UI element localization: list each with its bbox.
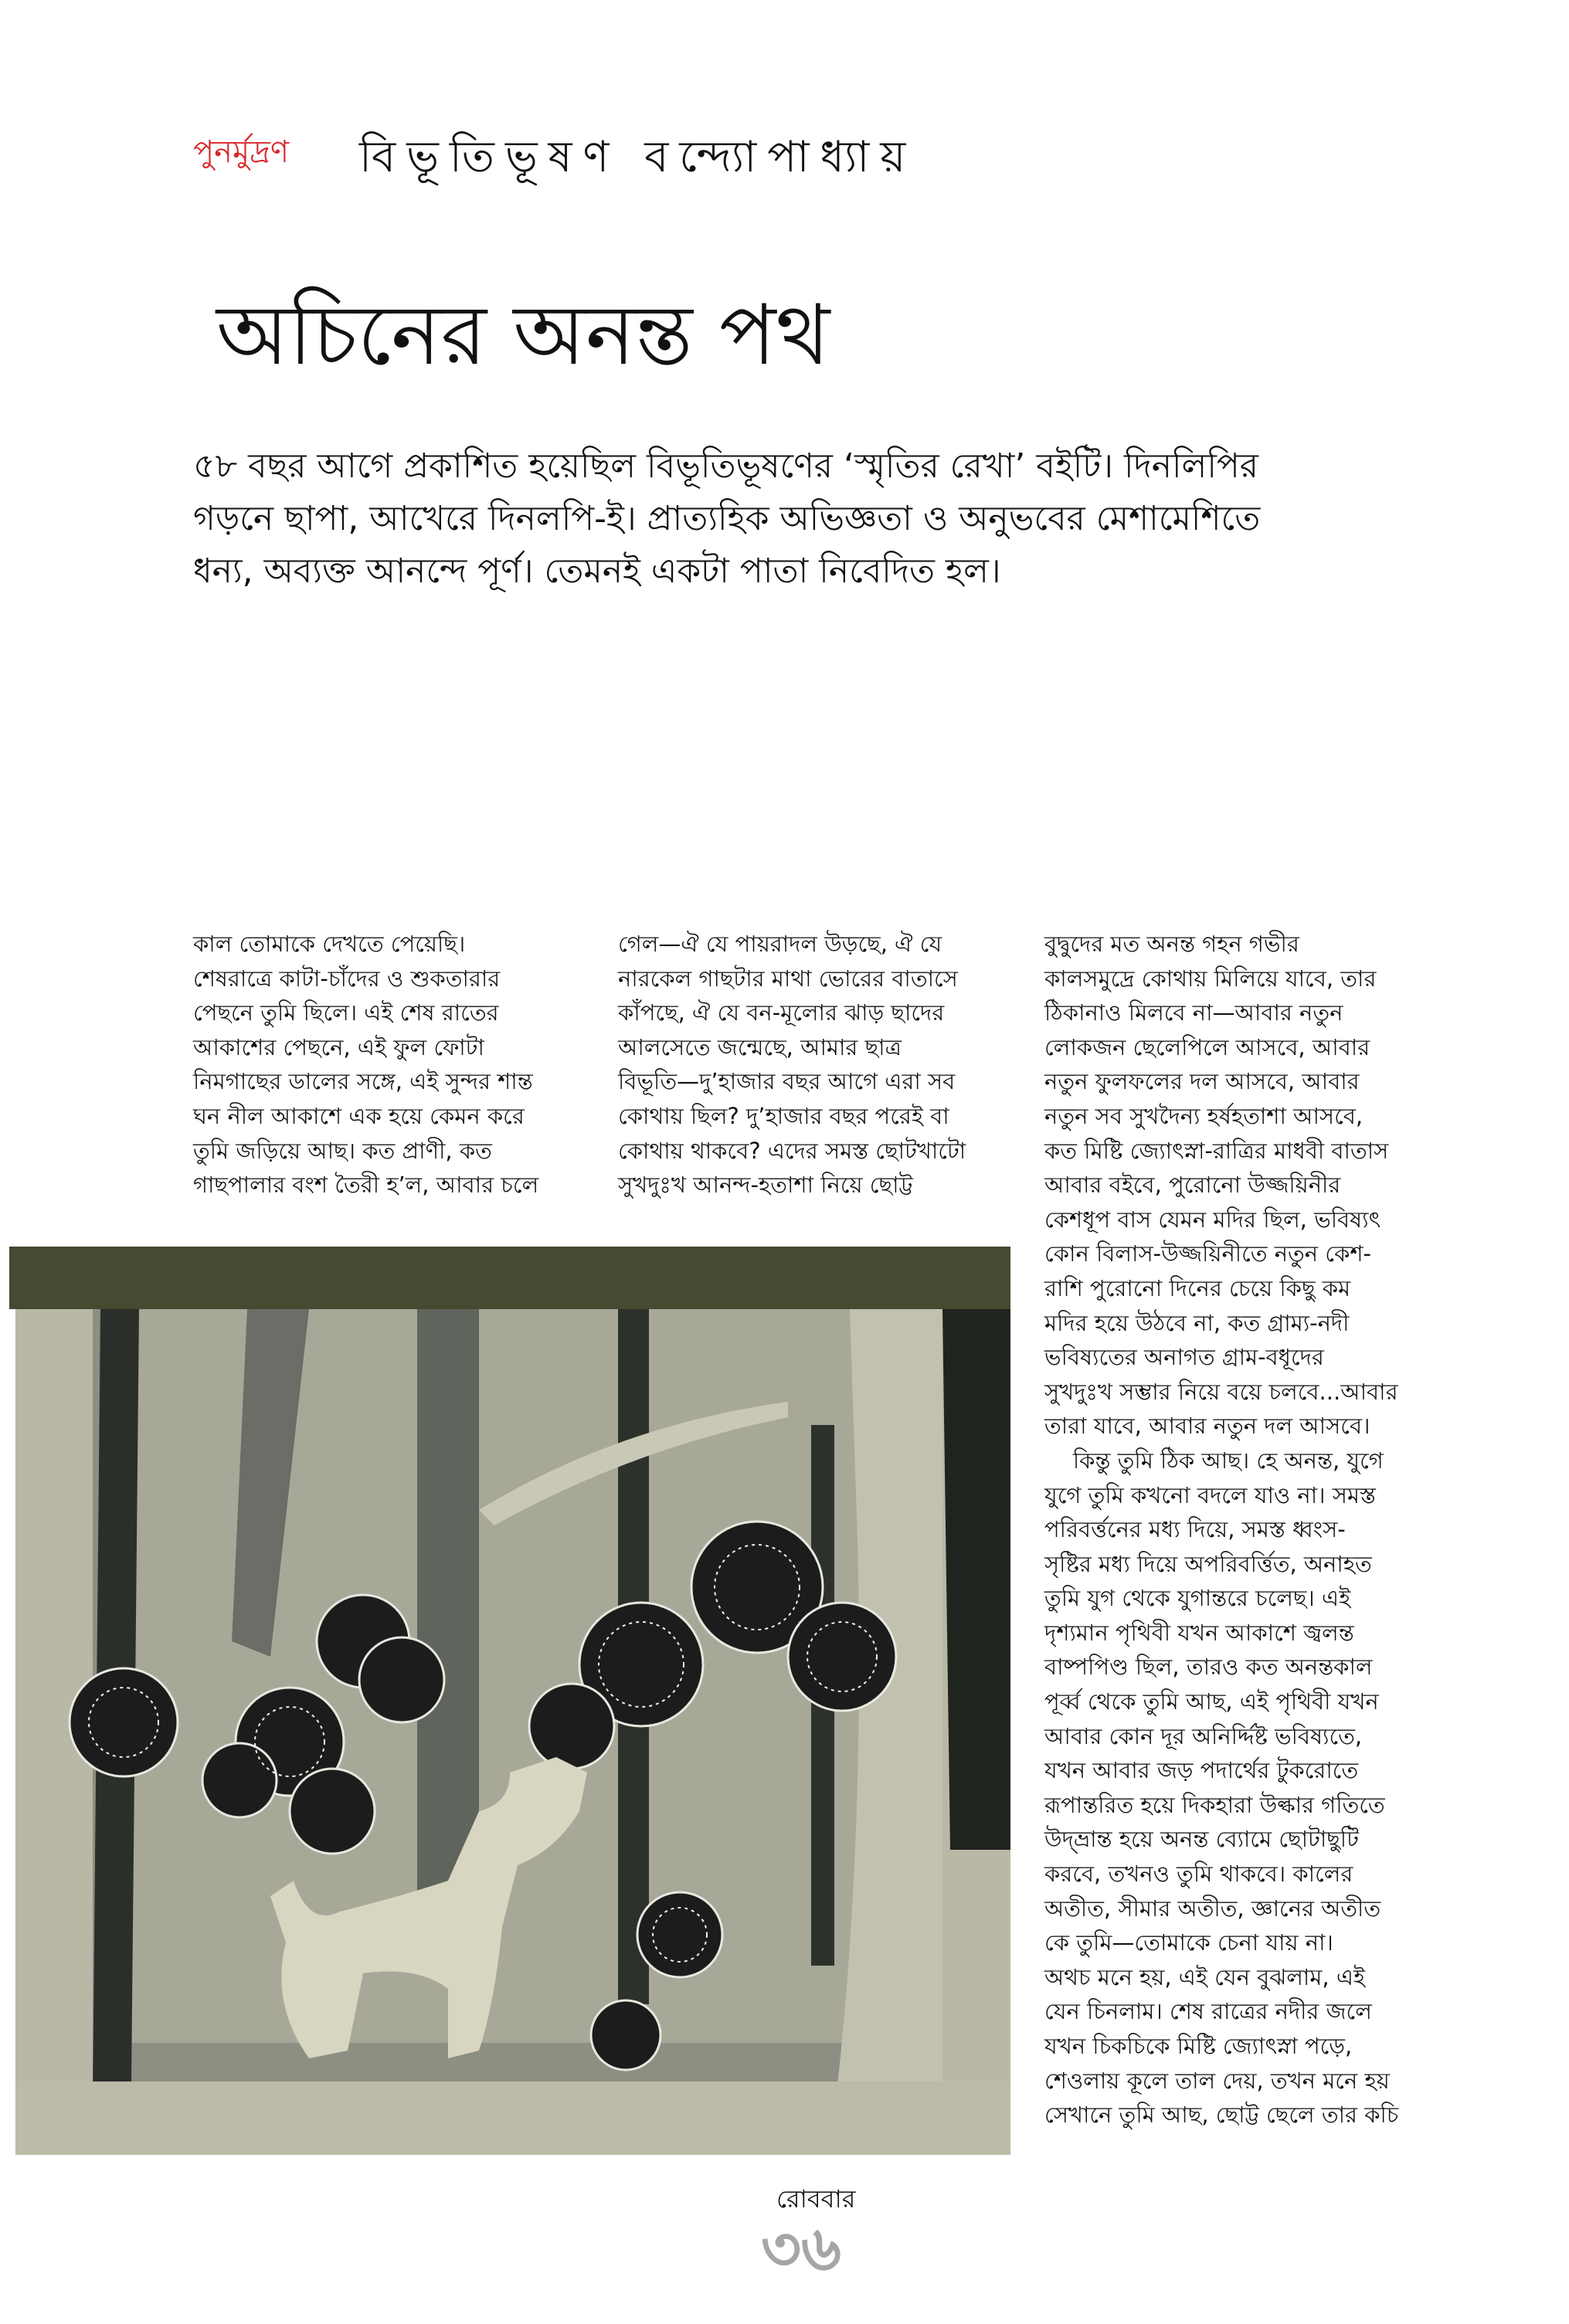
text-line: ঘন নীল আকাশে এক হয়ে কেমন করে xyxy=(193,1102,525,1129)
text-line: ভবিষ্যতের অনাগত গ্রাম-বধূদের xyxy=(1044,1344,1324,1371)
text-line: নতুন ফুলফলের দল আসবে, আবার xyxy=(1044,1068,1360,1095)
article-column-3 xyxy=(1044,927,1398,2132)
text-line: তারা যাবে, আবার নতুন দল আসবে। xyxy=(1044,1413,1370,1440)
text-line: করবে, তখনও তুমি থাকবে। কালের xyxy=(1044,1861,1353,1888)
flower xyxy=(202,1743,277,1817)
magazine-name: রোববার xyxy=(776,2184,856,2214)
text-line: বাষ্পপিণ্ড ছিল, তারও কত অনন্তকাল xyxy=(1044,1654,1373,1681)
text-line: পূর্ব্ব থেকে তুমি আছ, এই পৃথিবী যখন xyxy=(1044,1688,1379,1715)
author-name: বিভূতিভূষণ বন্দ্যোপাধ্যায় xyxy=(359,132,917,182)
flower xyxy=(529,1684,614,1769)
intro-paragraph xyxy=(193,440,1398,598)
text-line: তুমি যুগ থেকে যুগান্তরে চলেছ। এই xyxy=(1044,1585,1351,1612)
text-line: কালসমুদ্রে কোথায় মিলিয়ে যাবে, তার xyxy=(1044,965,1377,992)
text-line: কেশধূপ বাস যেমন মদির ছিল, ভবিষ্যৎ xyxy=(1044,1206,1381,1233)
text-line: গাছপালার বংশ তৈরী হ’ল, আবার চলে xyxy=(193,1172,539,1199)
text-line: বুদ্বুদের মত অনন্ত গহন গভীর xyxy=(1044,931,1299,957)
text-line: কোথায় থাকবে? এদের সমস্ত ছোটখাটো xyxy=(618,1137,966,1164)
text-line: রূপান্তরিত হয়ে দিকহারা উল্কার গতিতে xyxy=(1044,1791,1385,1818)
text-line: নতুন সব সুখদৈন্য হর্ষহতাশা আসবে, xyxy=(1044,1102,1364,1129)
text-line: শেষরাত্রে কাটা-চাঁদের ও শুকতারার xyxy=(193,965,501,992)
text-line: সেখানে তুমি আছ, ছোট্ট ছেলে তার কচি xyxy=(1044,2102,1399,2129)
text-line: সুখদুঃখ সম্ভার নিয়ে বয়ে চলবে...আবার xyxy=(1044,1378,1398,1405)
papercut-forest-illustration xyxy=(15,1309,1010,2155)
art-ground xyxy=(15,2081,1010,2155)
flower xyxy=(70,1668,178,1776)
text-line: পেছনে তুমি ছিলে। এই শেষ রাতের xyxy=(193,999,499,1026)
section-kicker: পুনর্মুদ্রণ xyxy=(193,134,290,170)
flower xyxy=(359,1637,444,1722)
text-line: কাঁপছে, ঐ যে বন-মূলোর ঝাড় ছাদের xyxy=(618,999,945,1026)
text-line: উদ্‌ভ্রান্ত হয়ে অনন্ত ব্যোমে ছোটাছুটি xyxy=(1044,1826,1359,1853)
text-line: শেওলায় কূলে তাল দেয়, তখন মনে হয় xyxy=(1044,2067,1390,2094)
color-band xyxy=(9,1247,1010,1309)
article-title: অচিনের অনন্ত পথ xyxy=(216,287,830,384)
text-line: আবার কোন দূর অনির্দ্দিষ্ট ভবিষ্যতে, xyxy=(1044,1722,1363,1749)
article-column-2 xyxy=(618,927,966,1203)
text-line: অতীত, সীমার অতীত, জ্ঞানের অতীত xyxy=(1044,1895,1381,1922)
text-line: তুমি জড়িয়ে আছ। কত প্রাণী, কত xyxy=(193,1137,492,1164)
text-line: সুখদুঃখ আনন্দ-হতাশা নিয়ে ছোট্ট xyxy=(618,1172,913,1199)
text-line: যুগে তুমি কখনো বদলে যাও না। সমস্ত xyxy=(1044,1481,1376,1508)
text-line: মদির হয়ে উঠবে না, কত গ্রাম্য-নদী xyxy=(1044,1309,1350,1336)
text-line: বিভূতি—দু’হাজার বছর আগে এরা সব xyxy=(618,1068,956,1095)
text-line: কাল তোমাকে দেখতে পেয়েছি। xyxy=(193,931,466,957)
text-line: কোথায় ছিল? দু’হাজার বছর পরেই বা xyxy=(618,1102,949,1129)
text-line: যখন আবার জড় পদার্থের টুকরোতে xyxy=(1044,1757,1359,1784)
text-line: অথচ মনে হয়, এই যেন বুঝলাম, এই xyxy=(1044,1963,1365,1990)
text-line: নারকেল গাছটার মাথা ভোরের বাতাসে xyxy=(618,965,958,992)
text-line: লোকজন ছেলেপিলে আসবে, আবার xyxy=(1044,1033,1370,1060)
text-line: রাশি পুরোনো দিনের চেয়ে কিছু কম xyxy=(1044,1274,1351,1301)
text-line: কোন বিলাস-উজ্জয়িনীতে নতুন কেশ- xyxy=(1044,1240,1371,1267)
text-line: কে তুমি—তোমাকে চেনা যায় না। xyxy=(1044,1929,1333,1956)
text-line: আকাশের পেছনে, এই ফুল ফোটা xyxy=(193,1033,484,1060)
text-line: গেল—ঐ যে পায়রাদল উড়ছে, ঐ যে xyxy=(618,931,942,957)
text-line: ঠিকানাও মিলবে না—আবার নতুন xyxy=(1044,999,1343,1026)
text-line: আবার বইবে, পুরোনো উজ্জয়িনীর xyxy=(1044,1172,1341,1199)
flower xyxy=(290,1769,375,1854)
intro-line: ধন্য, অব্যক্ত আনন্দে পূর্ণ। তেমনই একটা পাতা নিবেদিত হল। xyxy=(193,551,1001,591)
text-line: যখন চিকচিকে মিষ্টি জ্যোৎস্না পড়ে, xyxy=(1044,2033,1353,2059)
text-line: আলসেতে জন্মেছে, আমার ছাত্র xyxy=(618,1033,902,1060)
text-line: সৃষ্টির মধ্য দিয়ে অপরিবর্ত্তিত, অনাহত xyxy=(1044,1550,1372,1577)
text-line: কিন্তু তুমি ঠিক আছ। হে অনন্ত, যুগে xyxy=(1044,1447,1384,1474)
flower xyxy=(637,1892,722,1977)
text-line: পরিবর্ত্তনের মধ্য দিয়ে, সমস্ত ধ্বংস- xyxy=(1044,1516,1346,1543)
page-number: ৩৬ xyxy=(761,2213,842,2285)
art-right-dark xyxy=(942,1309,1010,1850)
text-line: যেন চিনলাম। শেষ রাত্রের নদীর জলে xyxy=(1044,1998,1372,2025)
article-column-1 xyxy=(193,927,538,1203)
text-line: নিমগাছের ডালের সঙ্গে, এই সুন্দর শান্ত xyxy=(193,1068,533,1095)
text-line: কত মিষ্টি জ্যোৎস্না-রাত্রির মাধবী বাতাস xyxy=(1044,1137,1389,1164)
intro-line: ৫৮ বছর আগে প্রকাশিত হয়েছিল বিভূতিভূষণের ‘স্মৃতির রেখা’ বইটি। দিনলিপির xyxy=(193,446,1258,486)
flower xyxy=(591,2000,661,2070)
intro-line: গড়নে ছাপা, আখেরে দিনলপি-ই। প্রাত্যহিক অভিজ্ঞতা ও অনুভবের মেশামেশিতে xyxy=(193,499,1261,538)
text-line: দৃশ্যমান পৃথিবী যখন আকাশে জ্বলন্ত xyxy=(1044,1619,1354,1646)
flower xyxy=(788,1603,896,1711)
